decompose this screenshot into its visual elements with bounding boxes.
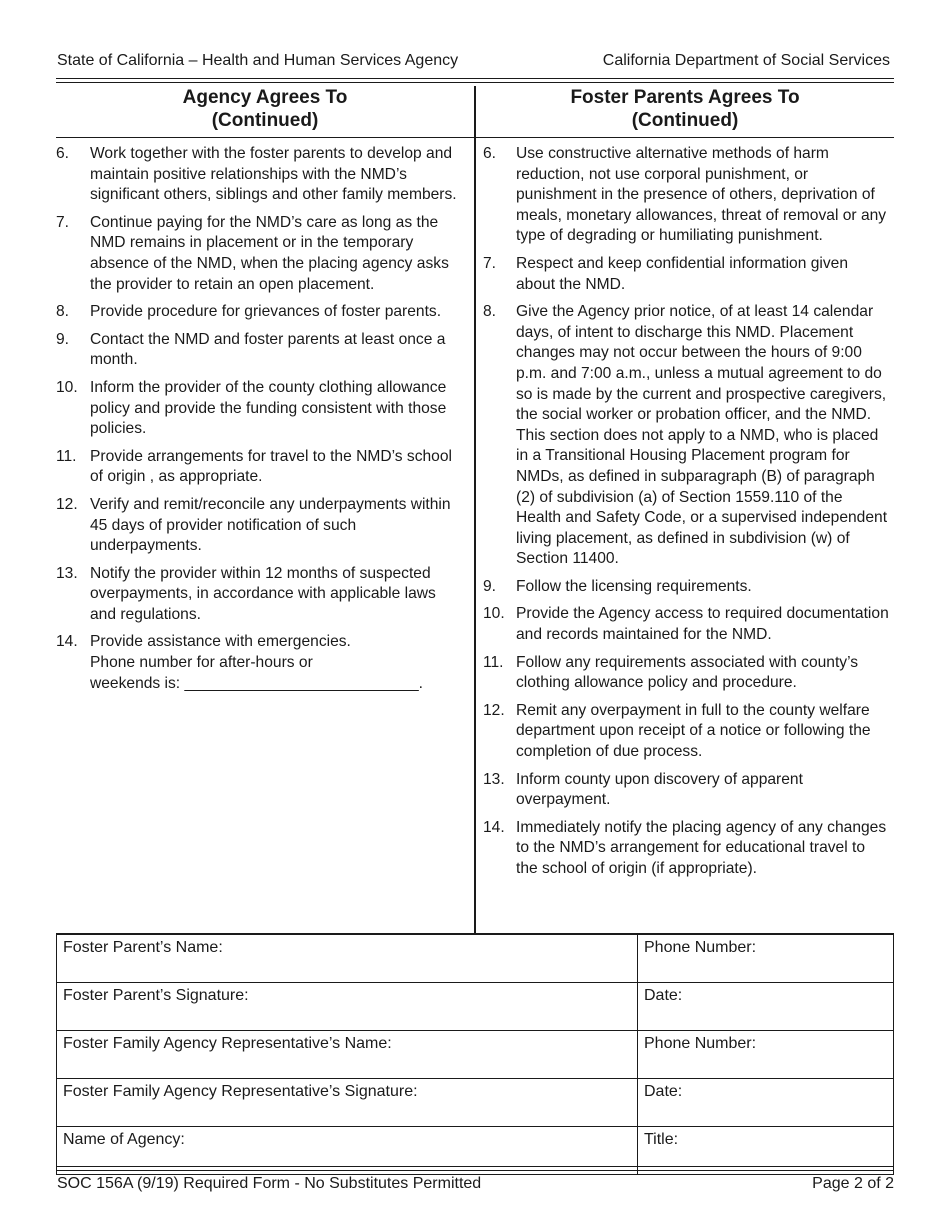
item-number: 7. xyxy=(483,254,497,272)
foster-parent-signature-field[interactable]: Foster Parent’s Signature: xyxy=(57,983,638,1031)
agency-item xyxy=(56,447,464,488)
item-number: 9. xyxy=(56,330,70,348)
item-text: Provide procedure for grievances of foster parents. xyxy=(90,303,442,321)
footer-rule-top xyxy=(56,1166,894,1167)
foster-agreement-list xyxy=(483,144,889,887)
item-text: Inform the provider of the county clothing allowance policy and provide the funding consistent with those policies. xyxy=(90,378,447,438)
item-text: Use constructive alternative methods of harm reduction, not use corporal punishment, or punishment in the presence of others, deprivation of meals, monetary allowances, threat of removal or any type of degrading or humiliating punishment. xyxy=(516,145,887,245)
agency-item xyxy=(56,495,464,557)
foster-heading-line2: (Continued) xyxy=(631,110,739,131)
header-rule-bottom xyxy=(56,82,894,83)
foster-item xyxy=(483,144,889,247)
foster-item xyxy=(483,653,889,694)
signature-row xyxy=(57,1079,894,1127)
item-text: Provide the Agency access to required documentation and records maintained for the NMD. xyxy=(516,605,889,644)
agency-item xyxy=(56,330,464,371)
item-text: Respect and keep confidential information given about the NMD. xyxy=(516,254,849,293)
agency-heading-line2: (Continued) xyxy=(211,110,319,131)
item-text: Give the Agency prior notice, of at least 14 calendar days, of intent to discharge this NMD. Placement changes may not occur between the hours of 9:00 p.m. and 7:00 a.m., unless a mutual agreement to do so is made by the current and prospective caregivers, the social worker or probation officer, and the NMD. This section does not apply to a NMD, who is placed in a Transitional Housing Placement program for NMDs, as defined in subparagraph (B) of paragraph (2) of subdivision (a) of Section 1559.110 of the Health and Safety Code, or a supervised independent living placement, as defined in subdivision (w) of Section 11400. xyxy=(516,303,888,568)
item-text: Follow the licensing requirements. xyxy=(516,577,752,595)
date-field[interactable]: Date: xyxy=(638,983,894,1031)
agency-item xyxy=(56,378,464,440)
column-divider xyxy=(474,86,476,934)
foster-item xyxy=(483,818,889,880)
item-number: 12. xyxy=(56,495,78,513)
item-number: 9. xyxy=(483,577,497,595)
title-field[interactable]: Title: xyxy=(638,1127,894,1175)
foster-parent-name-field[interactable]: Foster Parent’s Name: xyxy=(57,934,638,983)
header-rule-top xyxy=(56,78,894,79)
foster-column-heading xyxy=(476,86,894,132)
footer-rule-bottom xyxy=(56,1170,894,1171)
item-number: 11. xyxy=(56,447,77,465)
agency-item-emergency xyxy=(56,632,464,694)
item-text: Inform county upon discovery of apparent overpayment. xyxy=(516,770,803,809)
foster-item xyxy=(483,254,889,295)
item-number: 8. xyxy=(483,303,497,321)
agency-item xyxy=(56,564,464,626)
agency-rep-name-field[interactable]: Foster Family Agency Representative’s Name: xyxy=(57,1031,638,1079)
item-number: 14. xyxy=(56,633,78,651)
item-number: 14. xyxy=(483,818,505,836)
header-agency-name: State of California – Health and Human Services Agency xyxy=(57,52,459,69)
item-text: Contact the NMD and foster parents at least once a month. xyxy=(90,330,446,369)
item-text: Notify the provider within 12 months of suspected overpayments, in accordance with applicable laws and regulations. xyxy=(90,564,436,623)
foster-item xyxy=(483,770,889,811)
emergency-line2: Phone number for after-hours or xyxy=(90,654,313,672)
foster-item xyxy=(483,302,889,570)
item-text: Provide arrangements for travel to the NMD’s school of origin , as appropriate. xyxy=(90,447,452,486)
item-text: Continue paying for the NMD’s care as long as the NMD remains in placement or in the temporary absence of the NMD, when the placing agency asks the provider to retain an open placement. xyxy=(90,213,449,293)
agency-item xyxy=(56,213,464,295)
item-number: 6. xyxy=(483,145,497,162)
foster-item xyxy=(483,577,889,598)
agency-item xyxy=(56,302,464,323)
item-text: Verify and remit/reconcile any underpayments within 45 days of provider notification of such underpayments. xyxy=(90,495,451,555)
page-number: Page 2 of 2 xyxy=(812,1175,894,1192)
agency-item xyxy=(56,144,464,206)
signature-row xyxy=(57,934,894,983)
item-number: 10. xyxy=(56,378,78,396)
item-number: 13. xyxy=(56,564,78,582)
item-text: Follow any requirements associated with county’s clothing allowance policy and procedure. xyxy=(516,653,859,692)
foster-item xyxy=(483,604,889,645)
item-number: 11. xyxy=(483,653,504,671)
header-department-name: California Department of Social Services xyxy=(602,52,890,69)
emergency-phone-blank[interactable]: weekends is: ___________________________. xyxy=(90,674,423,692)
item-number: 6. xyxy=(56,145,70,162)
item-number: 7. xyxy=(56,213,70,231)
item-number: 8. xyxy=(56,303,70,321)
agency-agreement-list xyxy=(56,144,464,701)
phone-number-field[interactable]: Phone Number: xyxy=(638,1031,894,1079)
date-field[interactable]: Date: xyxy=(638,1079,894,1127)
item-number: 13. xyxy=(483,770,505,788)
emergency-line1: Provide assistance with emergencies. xyxy=(90,633,351,651)
signature-row xyxy=(57,1031,894,1079)
agency-column-heading xyxy=(56,86,474,132)
item-number: 10. xyxy=(483,605,505,623)
signature-table xyxy=(56,933,894,1175)
item-text: Work together with the foster parents to develop and maintain positive relationships with the NMD’s significant others, siblings and other family members. xyxy=(90,145,457,204)
foster-heading-line1: Foster Parents Agrees To xyxy=(570,87,800,108)
item-text: Remit any overpayment in full to the county welfare department upon receipt of a notice or following the completion of due process. xyxy=(516,701,871,761)
agency-rep-signature-field[interactable]: Foster Family Agency Representative’s Signature: xyxy=(57,1079,638,1127)
agency-name-field[interactable]: Name of Agency: xyxy=(57,1127,638,1175)
item-text: Immediately notify the placing agency of any changes to the NMD’s arrangement for educational travel to the school of origin (if appropriate). xyxy=(516,818,887,877)
foster-item xyxy=(483,701,889,763)
signature-row xyxy=(57,1127,894,1175)
agency-heading-line1: Agency Agrees To xyxy=(182,87,348,108)
phone-number-field[interactable]: Phone Number: xyxy=(638,934,894,983)
form-number: SOC 156A (9/19) Required Form - No Substitutes Permitted xyxy=(57,1175,482,1192)
signature-row xyxy=(57,983,894,1031)
item-number: 12. xyxy=(483,701,505,719)
